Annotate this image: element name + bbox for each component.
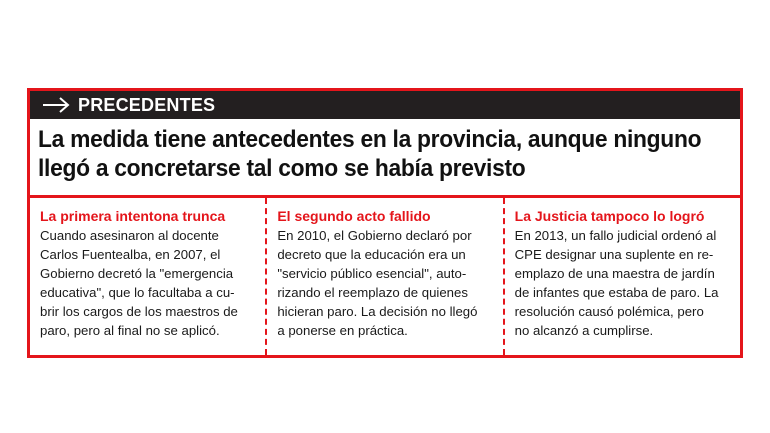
headline — [38, 125, 702, 183]
column-title: La primera intentona trunca — [40, 208, 226, 224]
precedentes-box — [27, 88, 743, 358]
body-line: Cuando asesinaron al docente — [40, 228, 219, 243]
column-justicia — [503, 198, 740, 355]
body-line: emplazo de una maestra de jardín — [514, 266, 715, 281]
body-line: paro, pero al final no se aplicó. — [40, 323, 220, 338]
column-title: El segundo acto fallido — [277, 208, 431, 224]
body-line: rizando el reemplazo de quienes — [277, 285, 468, 300]
section-label: PRECEDENTES — [78, 94, 216, 115]
body-line: a ponerse en práctica. — [277, 323, 408, 338]
body-line: CPE designar una suplente en re- — [514, 247, 714, 262]
body-line: En 2010, el Gobierno declaró por — [277, 228, 472, 243]
body-line: hicieran paro. La decisión no llegó — [277, 304, 478, 319]
body-line: brir los cargos de los maestros de — [40, 304, 238, 319]
column-title: La Justicia tampoco lo logró — [514, 208, 705, 224]
body-line: de infantes que estaba de paro. La — [514, 285, 719, 300]
body-line: no alcanzó a cumplirse. — [514, 323, 654, 338]
columns — [30, 198, 740, 355]
body-line: Carlos Fuentealba, en 2007, el — [40, 247, 221, 262]
body-line: educativa", que lo facultaba a cu- — [40, 285, 235, 300]
body-line: decreto que la educación era un — [277, 247, 466, 262]
body-line: En 2013, un fallo judicial ordenó al — [514, 228, 717, 243]
body-line: resolución causó polémica, pero — [514, 304, 704, 319]
section-header — [30, 91, 740, 119]
headline-line: La medida tiene antecedentes en la provincia, aunque ninguno — [38, 126, 702, 153]
body-line: "servicio público esencial", auto- — [277, 266, 467, 281]
column-segundo-acto — [265, 198, 502, 355]
column-body — [40, 226, 253, 340]
column-body — [515, 226, 728, 340]
headline-line: llegó a concretarse tal como se había previsto — [38, 155, 526, 182]
right-arrow-icon — [42, 97, 70, 113]
column-primera-intentona — [30, 198, 265, 355]
body-line: Gobierno decretó la "emergencia — [40, 266, 234, 281]
column-body — [277, 226, 490, 340]
